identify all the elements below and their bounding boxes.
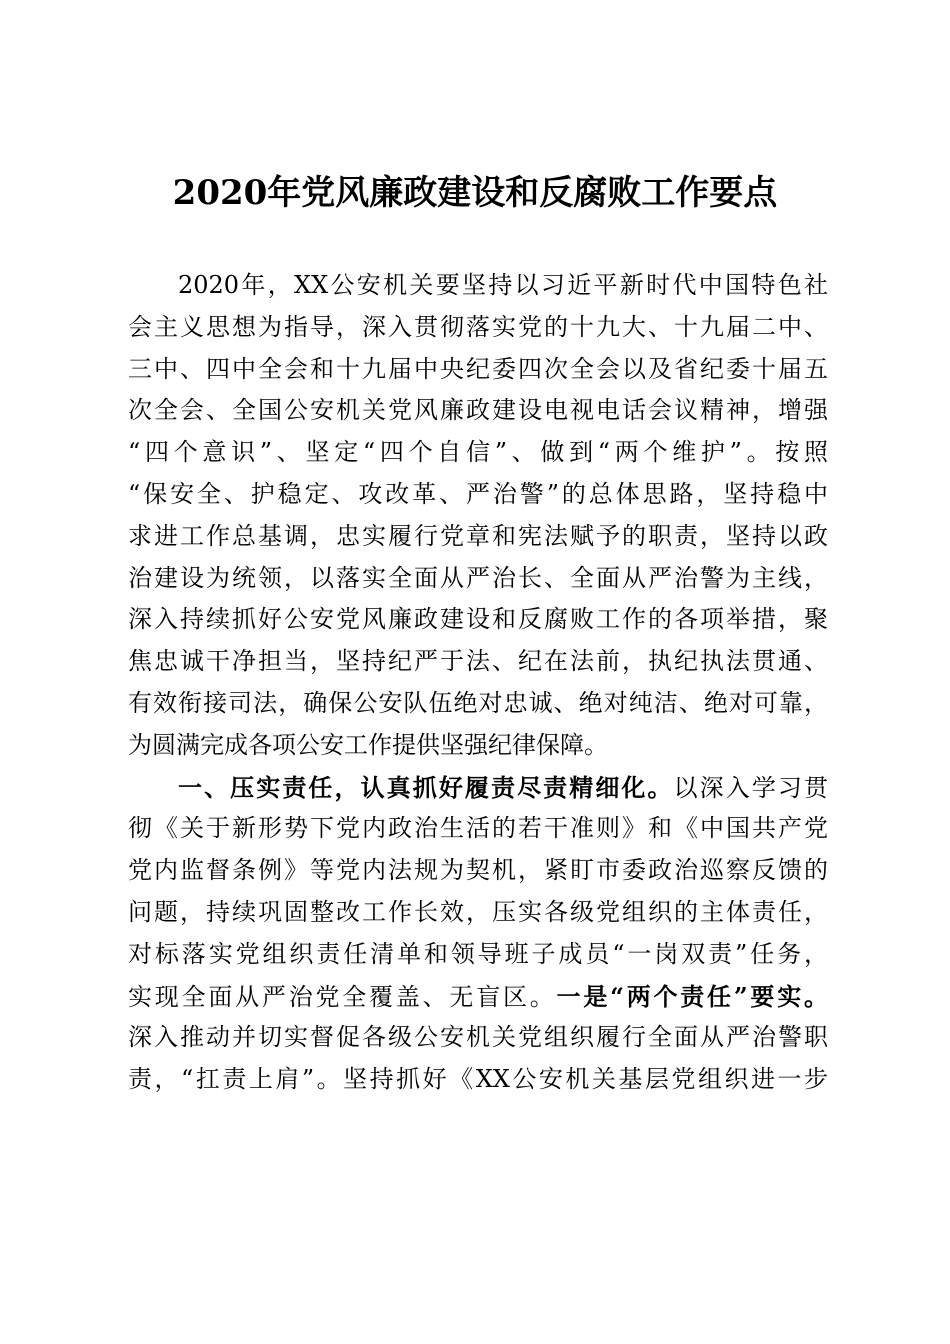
paragraph-line: 有效衔接司法，确保公安队伍绝对忠诚、绝对纯洁、绝对可靠， (128, 688, 828, 717)
paragraph-line: “四个意识”、坚定“四个自信”、做到“两个维护”。按照 (128, 438, 828, 467)
sub-heading: 一是“两个责任”要实。 (556, 981, 828, 1011)
paragraph-line: 三中、四中全会和十九届中央纪委四次全会以及省纪委十届五 (128, 354, 828, 383)
paragraph-line (128, 767, 828, 809)
section-heading: 一、压实责任，认真抓好履责尽责精细化。 (178, 772, 674, 802)
paragraph-line: 治建设为统领，以落实全面从严治长、全面从严治警为主线， (128, 563, 828, 592)
paragraph-line: 焦忠诚干净担当，坚持纪严于法、纪在法前，执纪执法贯通、 (128, 647, 828, 676)
paragraph-line: 党内监督条例》等党内法规为契机，紧盯市委政治巡察反馈的 (128, 856, 828, 885)
paragraph-line: 深入推动并切实督促各级公安机关党组织履行全面从严治警职 (128, 1023, 828, 1052)
paragraph-line: 对标落实党组织责任清单和领导班子成员“一岗双责”任务， (128, 939, 828, 968)
paragraph-line: 问题，持续巩固整改工作长效，压实各级党组织的主体责任， (128, 897, 828, 926)
paragraph-text: 以深入学习贯 (673, 773, 829, 802)
paragraph-line: 彻《关于新形势下党内政治生活的若干准则》和《中国共产党 (128, 814, 828, 843)
paragraph-line: 求进工作总基调，忠实履行党章和宪法赋予的职责，坚持以政 (128, 521, 828, 550)
paragraph-line: 会主义思想为指导，深入贯彻落实党的十九大、十九届二中、 (128, 312, 828, 341)
paragraph-line: 为圆满完成各项公安工作提供坚强纪律保障。 (128, 730, 608, 759)
paragraph-line: 次全会、全国公安机关党风廉政建设电视电话会议精神，增强 (128, 396, 828, 425)
document-body (128, 265, 828, 1101)
paragraph-line (128, 976, 828, 1018)
document-title: 2020年党风廉政建设和反腐败工作要点 (172, 173, 778, 213)
paragraph-text: 实现全面从严治党全覆盖、无盲区。 (128, 982, 557, 1011)
paragraph-line: 责，“扛责上肩”。坚持抓好《XX公安机关基层党组织进一步 (128, 1065, 828, 1094)
paragraph-line: “保安全、护稳定、攻改革、严治警”的总体思路，坚持稳中 (128, 479, 828, 508)
paragraph-line: 2020年，XX公安机关要坚持以习近平新时代中国特色社 (178, 271, 828, 299)
paragraph-line: 深入持续抓好公安党风廉政建设和反腐败工作的各项举措，聚 (128, 605, 828, 634)
